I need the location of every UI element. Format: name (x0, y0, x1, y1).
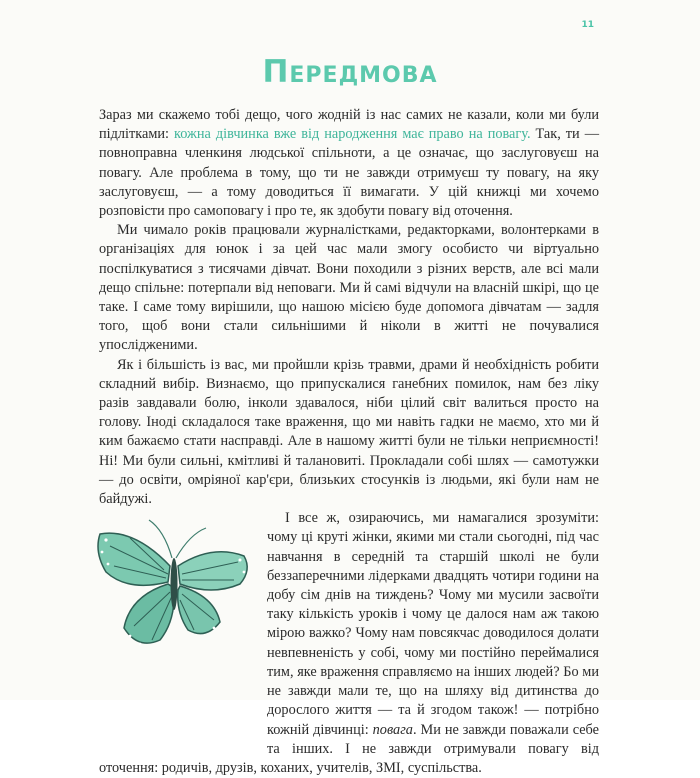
paragraph-4: І все ж, озираючись, ми намагалися зрозуміти: чому ці круті жінки, якими ми стали сьогодні, під час навчання в середній та старшій школі не були беззаперечними лідерками двадцять чотири години на добу сім днів на тиждень? Чому ми мусили засвоїти таку кількість уроків і чому це далося нам аж такою мірою важко? Чому нам повсякчас доводилося долати невпевненість у собі, чому ми постійно переймалися тим, яке враження справляємо на інших людей? Бо ми не завжди мали те, що на шляху від дитинства до дорослого життя — та й згодом також! — потрібно кожній дівчинці: повага. Ми не завжди поважали себе та інших. І не завжди отримували повагу від оточення: родичів, друзів, коханих, учителів, ЗМІ, суспільства. (99, 510, 599, 776)
page-title: Передмова (262, 54, 438, 90)
paragraph-2: Ми чимало років працювали журналістками, редакторками, волонтерками в організаціях для юнок і за цей час мали змогу особисто чи віртуально поспілкуватися з тисячами дівчат. Вони походили з різних верств, але всі мали дещо спільне: потерпали від неповаги. Ми й самі відчули на власній шкірі, що це таке. І саме тому вирішили, що нашою місією буде допомога дівчатам — задля того, щоб вони стали сильнішими й ніколи в житті не почувалися упослідженими. (99, 222, 599, 354)
paragraph-3: Як і більшість із вас, ми пройшли крізь травми, драми й необхідність робити складний вибір. Визнаємо, що припускалися ганебних помилок, нам без ліку разів завдавали болю, інколи здавалося, ніби цілий світ валиться просто на голову. Іноді складалося таке враження, що ми навіть гадки не маємо, хто ми й ким бажаємо стати насправді. Але в нашому житті були не тільки неприємності! Ні! Ми були сильні, кмітливі й талановиті. Прокладали собі шлях — самотужки — до освіти, омріяної кар'єри, близьких стосунків із людьми, які були нам не байдужі. (99, 356, 599, 508)
page-number: 11 (581, 20, 594, 30)
butterfly-icon (94, 500, 259, 660)
paragraph-1: Зараз ми скажемо тобі дещо, чого жодній із нас самих не казали, коли ми були підлітками: кожна дівчинка вже від народження має право на повагу. Так, ти — повноправна членкиня людської спільноти, а це означає, що заслуговуєш на повагу. Але проблема в тому, що ти не завжди отримуєш ту повагу, на яку заслуговуєш, — а тому доводиться її вимагати. У цій книжці ми хочемо розповісти про самоповагу і про те, як здобути повагу від оточення. (99, 107, 599, 220)
emphasis-word: повага (372, 721, 413, 738)
highlighted-statement: кожна дівчинка вже від народження має право на повагу. (174, 126, 531, 143)
body-text (99, 106, 599, 778)
